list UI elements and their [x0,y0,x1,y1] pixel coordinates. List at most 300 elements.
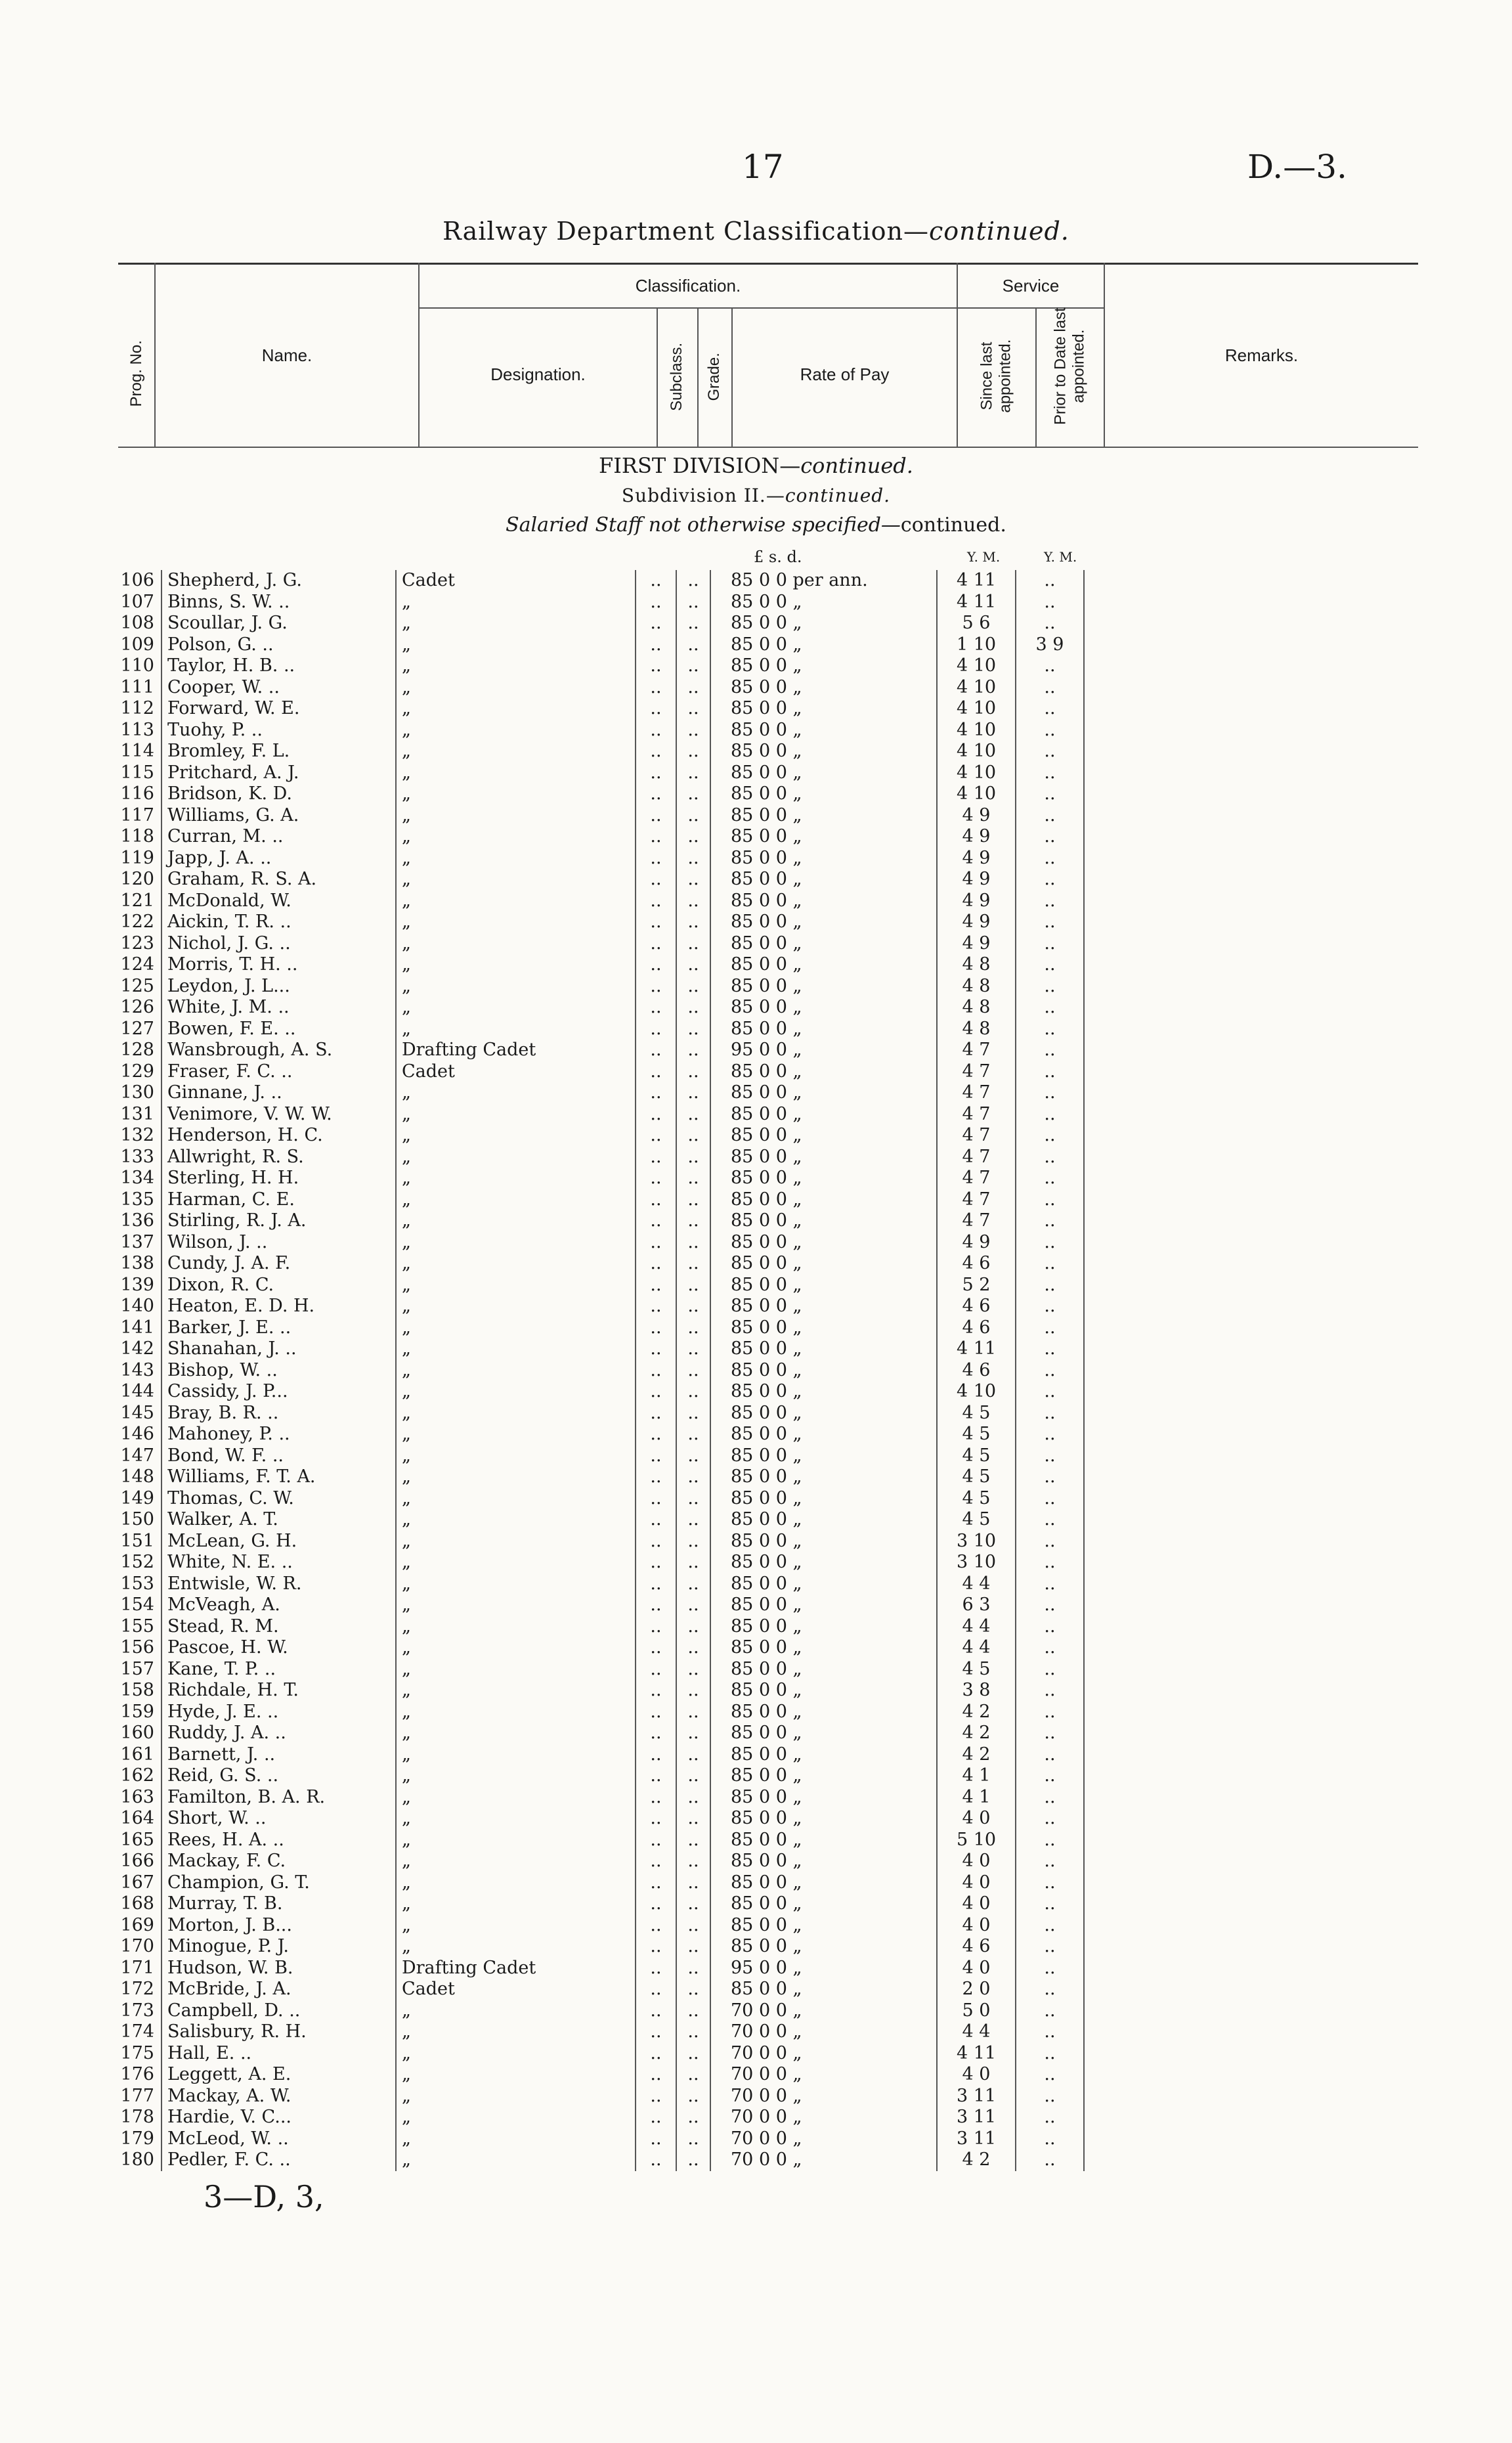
prior-to-date-cell: .. [1016,1574,1084,1595]
col-header-grade: Grade. [705,353,724,401]
subclass-cell: .. [636,1744,676,1766]
subclass-cell: .. [636,1531,676,1552]
grade-cell: .. [676,1595,710,1616]
remarks-cell [1084,1125,1418,1147]
since-last-cell: 4 7 [937,1168,1016,1189]
subclass-cell: .. [636,720,676,741]
remarks-cell [1084,1445,1418,1467]
remarks-cell [1084,655,1418,677]
remarks-cell [1084,1147,1418,1168]
subclass-cell: .. [636,848,676,869]
rate-of-pay-cell: 85 0 0 „ [710,677,937,699]
subclass-cell: .. [636,1424,676,1445]
name-cell: Graham, R. S. A. [162,869,396,891]
subclass-cell: .. [636,933,676,955]
prior-to-date-cell: .. [1016,1019,1084,1040]
designation-cell: „ [396,1616,636,1638]
remarks-cell [1084,1765,1418,1787]
table-row [118,720,1418,741]
prog-no-cell: 130 [120,1082,154,1103]
prog-no-cell: 140 [120,1296,154,1316]
rate-of-pay-cell: 95 0 0 „ [710,1958,937,1979]
prog-no-cell: 123 [120,933,154,954]
since-last-cell: 4 10 [937,741,1016,762]
since-last-cell: 4 7 [937,1061,1016,1083]
name-cell: Allwright, R. S. [162,1147,396,1168]
grade-cell: .. [676,2128,710,2150]
name-cell: Hall, E. .. [162,2043,396,2065]
rate-of-pay-cell: 70 0 0 „ [710,2064,937,2086]
subclass-cell: .. [636,1360,676,1382]
subclass-cell: .. [636,805,676,827]
designation-cell: „ [396,1637,636,1659]
prog-no-cell: 177 [120,2085,154,2106]
name-cell: Sterling, H. H. [162,1168,396,1189]
since-last-cell: 4 10 [937,783,1016,805]
table-row [118,783,1418,805]
name-cell: Reid, G. S. .. [162,1765,396,1787]
grade-cell: .. [676,762,710,784]
prog-no-cell: 179 [120,2128,154,2149]
grade-cell: .. [676,592,710,613]
grade-cell: .. [676,1210,710,1232]
prior-to-date-cell: .. [1016,2000,1084,2022]
rate-of-pay-cell: 85 0 0 „ [710,997,937,1019]
remarks-cell [1084,1061,1418,1083]
name-cell: Scoullar, J. G. [162,613,396,634]
since-last-cell: 4 6 [937,1317,1016,1339]
remarks-cell [1084,1253,1418,1275]
designation-cell: „ [396,720,636,741]
remarks-cell [1084,720,1418,741]
name-cell: Harman, C. E. [162,1189,396,1211]
subclass-cell: .. [636,1702,676,1723]
subclass-cell: .. [636,826,676,848]
designation-cell: „ [396,891,636,912]
prior-to-date-cell: .. [1016,1509,1084,1531]
prog-no-cell: 152 [120,1552,154,1572]
rate-of-pay-cell: 85 0 0 „ [710,1872,937,1894]
subclass-cell: .. [636,1040,676,1061]
prior-to-date-cell: .. [1016,1723,1084,1744]
grade-cell: .. [676,1019,710,1040]
name-cell: Rees, H. A. .. [162,1830,396,1851]
designation-cell: „ [396,1424,636,1445]
prog-no-cell: 141 [120,1317,154,1338]
prior-to-date-cell: .. [1016,2107,1084,2128]
table-row [118,1702,1418,1723]
rate-of-pay-cell: 85 0 0 „ [710,1147,937,1168]
since-last-cell: 4 7 [937,1189,1016,1211]
grade-cell: .. [676,1189,710,1211]
table-row [118,1424,1418,1445]
since-last-cell: 4 7 [937,1082,1016,1104]
table-row [118,1061,1418,1083]
col-header-rate-of-pay: Rate of Pay [800,364,890,384]
grade-cell: .. [676,1915,710,1937]
grade-cell: .. [676,1531,710,1552]
prog-no-cell: 131 [120,1103,154,1124]
remarks-cell [1084,1808,1418,1830]
remarks-cell [1084,1659,1418,1681]
subclass-cell: .. [636,1830,676,1851]
prior-to-date-cell: .. [1016,783,1084,805]
remarks-cell [1084,1936,1418,1958]
rate-of-pay-cell: 85 0 0 „ [710,1893,937,1915]
designation-cell: „ [396,741,636,762]
designation-cell: „ [396,1830,636,1851]
remarks-cell [1084,2149,1418,2171]
prior-to-date-cell: .. [1016,805,1084,827]
table-row [118,741,1418,762]
designation-cell: „ [396,826,636,848]
since-last-cell: 4 10 [937,677,1016,699]
rate-of-pay-cell: 85 0 0 „ [710,1531,937,1552]
table-row [118,891,1418,912]
prog-no-cell: 142 [120,1338,154,1359]
name-cell: Wansbrough, A. S. [162,1040,396,1061]
prog-no-cell: 165 [120,1829,154,1850]
prog-no-cell: 151 [120,1530,154,1551]
prior-to-date-cell: .. [1016,1445,1084,1467]
subclass-cell: .. [636,1872,676,1894]
prior-to-date-cell: .. [1016,677,1084,699]
grade-cell: .. [676,1723,710,1744]
pay-units: £ s. d. [754,548,802,566]
subclass-cell: .. [636,2107,676,2128]
prog-no-cell: 156 [120,1637,154,1658]
col-header-subclass: Subclass. [668,342,686,411]
since-last-cell: 4 0 [937,1893,1016,1915]
rate-of-pay-cell: 85 0 0 „ [710,1808,937,1830]
subclass-cell: .. [636,1595,676,1616]
rate-of-pay-cell: 85 0 0 „ [710,1104,937,1126]
prior-to-date-cell: .. [1016,1915,1084,1937]
remarks-cell [1084,1232,1418,1254]
remarks-cell [1084,1338,1418,1360]
since-last-cell: 4 9 [937,891,1016,912]
subclass-cell: .. [636,1765,676,1787]
name-cell: McVeagh, A. [162,1595,396,1616]
prog-no-cell: 163 [120,1786,154,1807]
since-last-cell: 4 11 [937,592,1016,613]
table-row [118,1019,1418,1040]
grade-cell: .. [676,954,710,976]
prior-to-date-cell: .. [1016,1403,1084,1424]
remarks-cell [1084,1958,1418,1979]
remarks-cell [1084,1360,1418,1382]
name-cell: McLeod, W. .. [162,2128,396,2150]
prior-to-date-cell: .. [1016,1338,1084,1360]
designation-cell: „ [396,1104,636,1126]
name-cell: Ginnane, J. .. [162,1082,396,1104]
name-cell: Fraser, F. C. .. [162,1061,396,1083]
designation-cell: „ [396,2021,636,2043]
designation-cell: „ [396,1125,636,1147]
rate-of-pay-cell: 85 0 0 „ [710,1061,937,1083]
table-row [118,2107,1418,2128]
name-cell: Binns, S. W. .. [162,592,396,613]
prog-no-cell: 173 [120,2000,154,2021]
prior-to-date-cell: .. [1016,1466,1084,1488]
subclass-cell: .. [636,677,676,699]
table-row [118,1915,1418,1937]
table-row [118,1381,1418,1403]
since-last-cell: 4 9 [937,848,1016,869]
table-row [118,1979,1418,2000]
table-row [118,1574,1418,1595]
designation-cell: Cadet [396,1061,636,1083]
remarks-cell [1084,1574,1418,1595]
remarks-cell [1084,1702,1418,1723]
prior-to-date-cell: .. [1016,2086,1084,2107]
prior-to-date-cell: .. [1016,1317,1084,1339]
prog-no-cell: 114 [120,741,154,761]
name-cell: Hyde, J. E. .. [162,1702,396,1723]
prior-to-date-cell: .. [1016,1702,1084,1723]
rate-of-pay-cell: 85 0 0 „ [710,1338,937,1360]
header-divider [1035,309,1037,448]
prog-no-cell: 154 [120,1595,154,1615]
prog-no-cell: 171 [120,1957,154,1978]
table-row [118,1445,1418,1467]
subclass-cell: .. [636,2086,676,2107]
rate-of-pay-cell: 85 0 0 „ [710,634,937,656]
table-row [118,869,1418,891]
remarks-cell [1084,954,1418,976]
rate-of-pay-cell: 85 0 0 „ [710,848,937,869]
table-row [118,2086,1418,2107]
table-row [118,1232,1418,1254]
subclass-cell: .. [636,1019,676,1040]
rate-of-pay-cell: 85 0 0 „ [710,1659,937,1681]
footer-note: 3—D, 3, [204,2179,324,2214]
name-cell: Barker, J. E. .. [162,1317,396,1339]
prior-to-date-cell: .. [1016,933,1084,955]
table-row [118,1210,1418,1232]
since-last-cell: 4 6 [937,1936,1016,1958]
table-row [118,2128,1418,2150]
designation-cell: „ [396,677,636,699]
prior-to-date-cell: .. [1016,1189,1084,1211]
prior-units: Y. M. [1044,549,1077,565]
remarks-cell [1084,848,1418,869]
prior-to-date-cell: .. [1016,1168,1084,1189]
name-cell: Forward, W. E. [162,698,396,720]
remarks-cell [1084,1595,1418,1616]
prior-to-date-cell: .. [1016,698,1084,720]
subclass-cell: .. [636,1275,676,1296]
rate-of-pay-cell: 85 0 0 „ [710,912,937,933]
subclass-cell: .. [636,2021,676,2043]
table-row [118,1296,1418,1317]
name-cell: Short, W. .. [162,1808,396,1830]
since-last-cell: 1 10 [937,634,1016,656]
table-row [118,1466,1418,1488]
subclass-cell: .. [636,1936,676,1958]
prog-no-cell: 144 [120,1381,154,1401]
grade-cell: .. [676,720,710,741]
grade-cell: .. [676,1851,710,1872]
grade-cell: .. [676,1232,710,1254]
rate-of-pay-cell: 85 0 0 „ [710,805,937,827]
designation-cell: „ [396,1296,636,1317]
grade-cell: .. [676,1787,710,1809]
subclass-cell: .. [636,912,676,933]
table-row [118,1040,1418,1061]
name-cell: Minogue, P. J. [162,1936,396,1958]
prog-no-cell: 115 [120,762,154,783]
prog-no-cell: 126 [120,997,154,1017]
since-last-cell: 4 11 [937,570,1016,592]
designation-cell: „ [396,1808,636,1830]
prior-to-date-cell: .. [1016,1296,1084,1317]
designation-cell: „ [396,2149,636,2171]
grade-cell: .. [676,891,710,912]
table-row [118,826,1418,848]
table-row [118,1147,1418,1168]
table-row [118,677,1418,699]
subclass-cell: .. [636,1168,676,1189]
subclass-cell: .. [636,976,676,998]
name-cell: Bond, W. F. .. [162,1445,396,1467]
table-row [118,634,1418,656]
rate-of-pay-cell: 85 0 0 „ [710,592,937,613]
header-divider [697,309,699,448]
grade-cell: .. [676,1040,710,1061]
designation-cell: „ [396,2086,636,2107]
subclass-cell: .. [636,997,676,1019]
grade-cell: .. [676,655,710,677]
prior-to-date-cell: .. [1016,1851,1084,1872]
prog-no-cell: 112 [120,698,154,718]
table-row [118,2021,1418,2043]
rate-of-pay-cell: 85 0 0 „ [710,1574,937,1595]
staff-table-body [118,570,1418,2171]
name-cell: Nichol, J. G. .. [162,933,396,955]
since-last-cell: 2 0 [937,1979,1016,2000]
prior-to-date-cell: .. [1016,762,1084,784]
prior-to-date-cell: .. [1016,655,1084,677]
prog-no-cell: 147 [120,1445,154,1466]
prior-to-date-cell: .. [1016,1765,1084,1787]
subclass-cell: .. [636,783,676,805]
grade-cell: .. [676,613,710,634]
rate-of-pay-cell: 85 0 0 „ [710,1702,937,1723]
since-last-cell: 4 5 [937,1424,1016,1445]
subclass-cell: .. [636,1552,676,1574]
grade-cell: .. [676,1744,710,1766]
prog-no-cell: 129 [120,1061,154,1082]
grade-cell: .. [676,1958,710,1979]
rate-of-pay-cell: 85 0 0 „ [710,1830,937,1851]
grade-cell: .. [676,2043,710,2065]
subclass-cell: .. [636,1509,676,1531]
rate-of-pay-cell: 85 0 0 „ [710,954,937,976]
name-cell: Kane, T. P. .. [162,1659,396,1681]
prog-no-cell: 166 [120,1851,154,1871]
subclass-cell: .. [636,698,676,720]
since-last-cell: 4 11 [937,1338,1016,1360]
rate-of-pay-cell: 85 0 0 „ [710,1466,937,1488]
prog-no-cell: 149 [120,1487,154,1508]
prog-no-cell: 135 [120,1189,154,1210]
division-continued: continued. [800,453,913,478]
prior-to-date-cell: .. [1016,2149,1084,2171]
col-header-since-last: Since last appointed. [978,339,1014,413]
rate-of-pay-cell: 70 0 0 „ [710,2128,937,2150]
prog-no-cell: 120 [120,869,154,889]
staff-table [118,570,1418,2171]
prior-to-date-cell: .. [1016,891,1084,912]
table-row [118,805,1418,827]
subclass-cell: .. [636,2064,676,2086]
grade-cell: .. [676,1275,710,1296]
table-row [118,933,1418,955]
subclass-cell: .. [636,869,676,891]
grade-cell: .. [676,1082,710,1104]
grade-cell: .. [676,1381,710,1403]
designation-cell: „ [396,1381,636,1403]
grade-cell: .. [676,2000,710,2022]
rate-of-pay-cell: 85 0 0 „ [710,1851,937,1872]
prog-no-cell: 121 [120,890,154,911]
prog-no-cell: 113 [120,719,154,740]
name-cell: Mackay, A. W. [162,2086,396,2107]
subclass-cell: .. [636,1061,676,1083]
since-last-cell: 4 5 [937,1488,1016,1510]
rate-of-pay-cell: 85 0 0 „ [710,826,937,848]
since-last-cell: 4 8 [937,976,1016,998]
prior-to-date-cell: .. [1016,570,1084,592]
prog-no-cell: 155 [120,1616,154,1637]
title-main: Railway Department Classification— [443,217,929,246]
col-header-classification: Classification. [635,275,741,296]
remarks-cell [1084,1531,1418,1552]
remarks-cell [1084,1509,1418,1531]
designation-cell: „ [396,1466,636,1488]
grade-cell: .. [676,1509,710,1531]
subclass-cell: .. [636,655,676,677]
rate-of-pay-cell: 85 0 0 „ [710,976,937,998]
rate-of-pay-cell: 85 0 0 „ [710,1915,937,1937]
remarks-cell [1084,698,1418,720]
prog-no-cell: 127 [120,1018,154,1039]
subclass-cell: .. [636,2128,676,2150]
prior-to-date-cell: .. [1016,1958,1084,1979]
table-row [118,1765,1418,1787]
designation-cell: „ [396,1787,636,1809]
name-cell: Williams, G. A. [162,805,396,827]
subclass-cell: .. [636,1808,676,1830]
subclass-cell: .. [636,634,676,656]
rate-of-pay-cell: 85 0 0 „ [710,1680,937,1702]
rate-of-pay-cell: 85 0 0 „ [710,1168,937,1189]
remarks-cell [1084,1210,1418,1232]
since-last-cell: 4 4 [937,1574,1016,1595]
designation-cell: „ [396,1552,636,1574]
prior-to-date-cell: .. [1016,1830,1084,1851]
name-cell: Bishop, W. .. [162,1360,396,1382]
name-cell: McBride, J. A. [162,1979,396,2000]
designation-cell: Cadet [396,570,636,592]
remarks-cell [1084,1787,1418,1809]
remarks-cell [1084,997,1418,1019]
rate-of-pay-cell: 85 0 0 „ [710,1275,937,1296]
subclass-cell: .. [636,1296,676,1317]
grade-cell: .. [676,1616,710,1638]
rate-of-pay-cell: 85 0 0 „ [710,1509,937,1531]
